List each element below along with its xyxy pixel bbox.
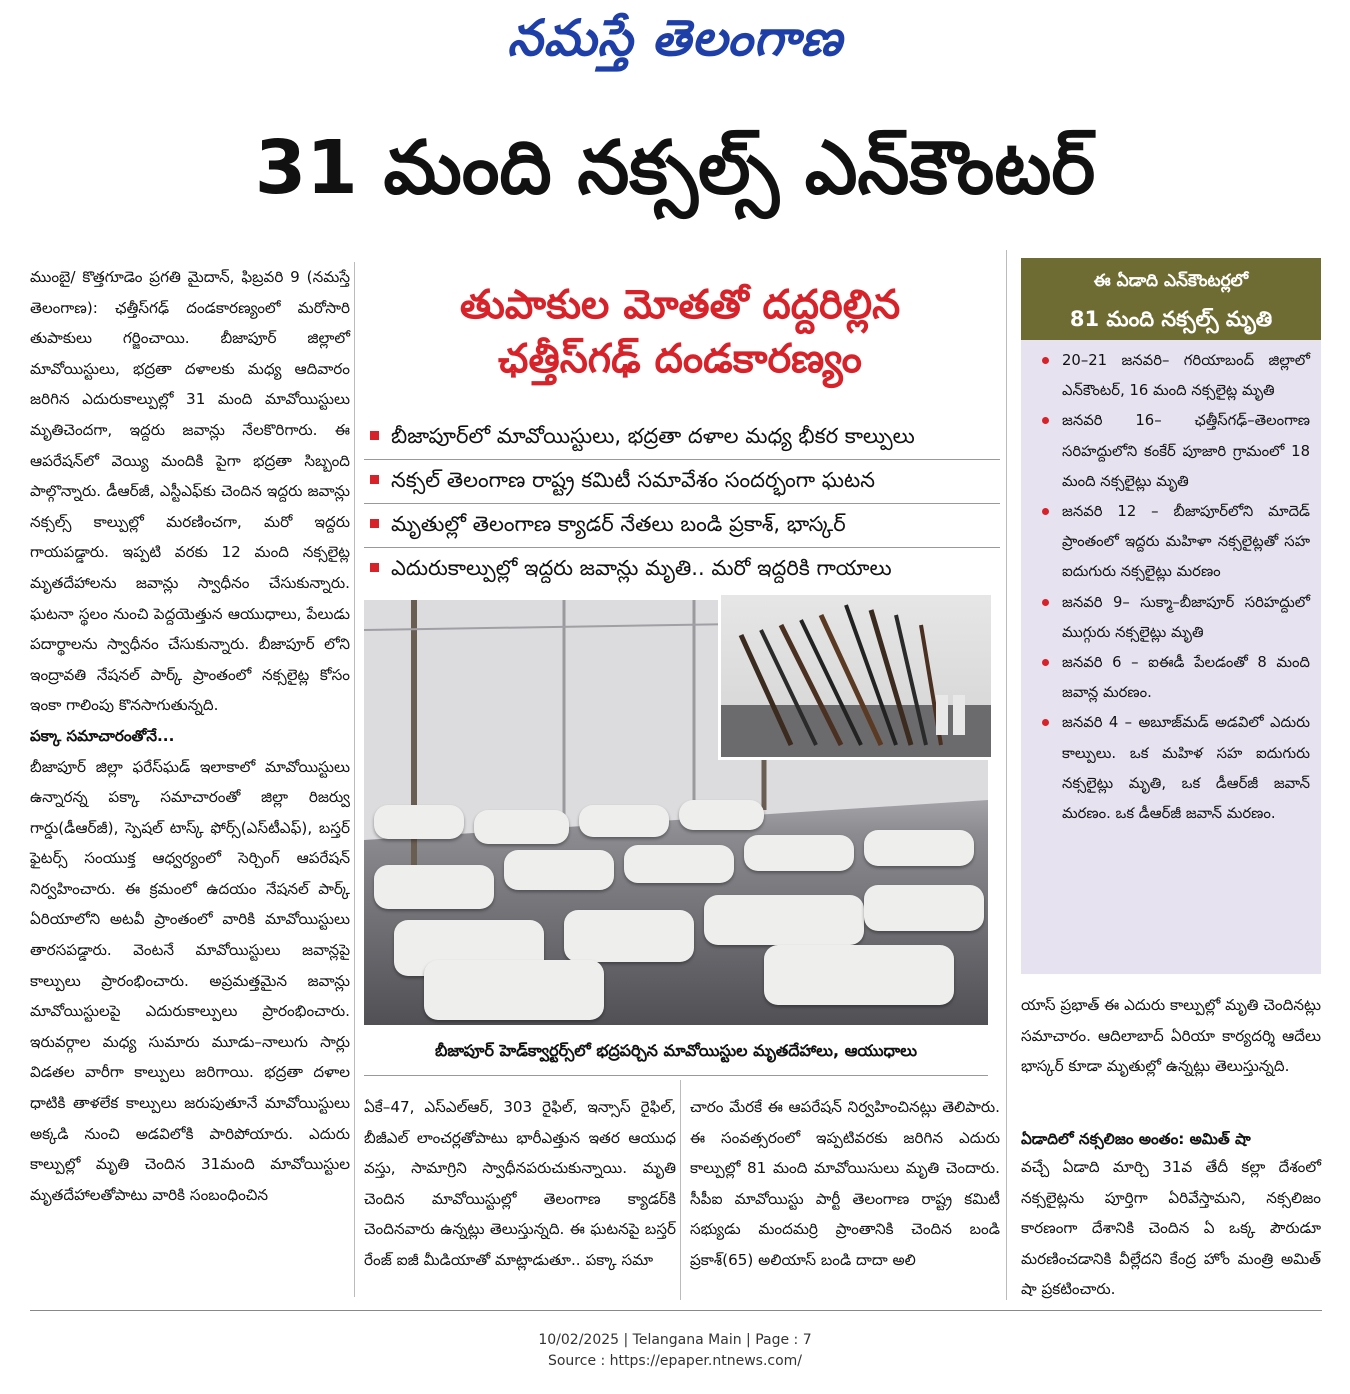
sub-headline [360,278,1000,386]
caption-divider [364,1075,988,1076]
highlight-bullet [364,502,1004,546]
article-column-4-top: యాస్ ప్రభాత్ ఈ ఎదురు కాల్పుల్లో మృతి చెందినట్లు సమాచారం. ఆదిలాబాద్ ఏరియా కార్యదర్శి ఆదేలు భాస్కర్ కూడా మృతుల్లో ఉన్నట్లు తెలుస్తున్నది. [1021,996,1321,1076]
sidebar-item-text: 20–21 జనవరి– గరియాబంద్ జిల్లాలో ఎన్‌కౌంటర్, 16 మంది నక్సలైట్ల మృతి [1062,352,1310,400]
highlight-bullet [364,414,1004,458]
bullet-dot-icon [1042,659,1049,666]
sidebar-item-text: జనవరి 6 – ఐఈడీ పేలడంతో 8 మంది జవాన్ల మరణం. [1062,654,1310,702]
sidebar-title-line-1: ఈ ఏడాది ఎన్‌కౌంటర్లలో [1093,271,1249,291]
bullet-dot-icon [1042,357,1049,364]
highlight-bullet [364,458,1004,502]
footer-divider [30,1310,1322,1311]
article-paragraph: బీజాపూర్ జిల్లా ఫరేస్‌ఘడ్ ఇలాకాలో మావోయిస్టులు ఉన్నారన్న పక్కా సమాచారంతో జిల్లా రిజర్వు గార్డు(డీఆర్‌జీ), స్పెషల్ టాస్క్ ఫోర్స్(ఎస్‌టీఎఫ్), బస్తర్ ఫైటర్స్ సంయుక్త ఆధ్వర్యంలో సెర్చింగ్ ఆపరేషన్ నిర్వహించారు. ఈ క్రమంలో ఉదయం నేషనల్ పార్క్ ఏరియాలోని అటవీ ప్రాంతంలో వారికి మావోయిస్టులు తారసపడ్డారు. వెంటనే మావోయిస్టులు జవాన్లపై కాల్పులు ప్రారంభించారు. అప్రమత్తమైన జవాన్లు మావోయిస్టులపై ఎదురుకాల్పులు ప్రారంభించారు. ఇరువర్గాల మధ్య సుమారు మూడు–నాలుగు సార్లు విడతల వారీగా కాల్పులు జరిగాయి. భద్రతా దళాల ధాటికి తాళలేక కాల్పులు జరుపుతూనే మావోయిస్టులు అక్కడి నుంచి అడవిలోకి పారిపోయారు. ఎదురు కాల్పుల్లో మృతి చెందిన 31మంది మావోయిస్టుల మృతదేహాలతోపాటు వారికి సంబంధించిన [30,757,350,1204]
article-column-2: ఏకే–47, ఎస్ఎల్ఆర్, 303 రైఫిల్, ఇన్సాస్ రైఫిల్, బీజీఎల్ లాంచర్లతోపాటు భారీఎత్తున ఇతర ఆయుధ వస్తు, సామాగ్రిని స్వాధీనపరుచుకున్నాయి. మృతి చెందిన మావోయిస్టుల్లో తెలంగాణ క్యాడర్‌కి చెందినవారు ఉన్నట్లు తెలుస్తున్నది. ఈ ఘటనపై బస్తర్ రేంజ్ ఐజీ మీడియాతో మాట్లాడుతూ.. పక్కా సమా [364,1098,676,1269]
source-link[interactable]: Source : https://epaper.ntnews.com/ [547,1353,803,1369]
bullet-square-icon [370,475,379,484]
article-column-4-bottom: వచ్చే ఏడాది మార్చి 31వ తేదీ కల్లా దేశంలో నక్సలైట్లను పూర్తిగా ఏరివేస్తామని, నక్సలిజం కారణంగా దేశానికి చెందిన ఏ ఒక్క పౌరుడూ మరణించడానికి వీల్లేదని కేంద్ర హోం మంత్రి అమిత్ షా ప్రకటించారు. [1021,1158,1321,1299]
article-column-3: చారం మేరకే ఈ ఆపరేషన్ నిర్వహించినట్లు తెలిపారు. ఈ సంవత్సరంలో ఇప్పటివరకు జరిగిన ఎదురు కాల్పుల్లో 81 మంది మావోయిసులు మృతి చెందారు. సీపీఐ మావోయిస్టు పార్టీ తెలంగాణ రాష్ట్ర కమిటీ సభ్యుడు మందమర్రి ప్రాంతానికి చెందిన బండి ప్రకాశ్(65) అలియాస్ బండి దాదా అలి [690,1098,1000,1269]
weapons-inset-photo [718,592,994,760]
column-divider [680,1080,681,1300]
sub-headline-line-1: తుపాకుల మోతతో దద్దరిల్లిన [459,282,901,328]
bullet-square-icon [370,519,379,528]
bullet-square-icon [370,431,379,440]
article-subhead: ఏడాదిలో నక్సలిజం అంతం: అమిత్ షా [1021,1130,1251,1148]
sidebar-item-text: జనవరి 4 – అబూజ్‌మడ్ అడవిలో ఎదురు కాల్పులు. ఒక మహిళ సహ ఐదుగురు నక్సలైట్లు మృతి, ఒక డీఆర్‌జీ జవాన్ మరణం. ఒక డీఆర్‌జీ జవాన్ మరణం. [1062,714,1310,823]
bullet-dot-icon [1042,719,1049,726]
main-headline: 31 మంది నక్సల్స్ ఎన్‌కౌంటర్ [254,125,1096,211]
bullet-text: నక్సల్ తెలంగాణ రాష్ట్ర కమిటీ సమావేశం సందర్భంగా ఘటన [391,468,875,492]
bullet-square-icon [370,563,379,572]
sub-headline-line-2: ఛత్తీస్‌గఢ్ దండకారణ్యం [498,336,862,382]
weapons-graphic [721,595,991,757]
bullet-dot-icon [1042,599,1049,606]
bullet-text: ఎదురుకాల్పుల్లో ఇద్దరు జవాన్లు మృతి.. మరో ఇద్దరికి గాయాలు [391,556,892,580]
highlight-bullet [364,546,1004,590]
bullet-dot-icon [1042,417,1049,424]
article-subhead: పక్కా సమాచారంతోనే... [30,726,175,745]
sidebar-title [1021,258,1321,340]
sidebar-list-item [1040,648,1310,708]
photo-caption: బీజాపూర్ హెడ్‌క్వార్టర్స్‌లో భద్రపర్చిన మావోయిస్టుల మృతదేహాలు, ఆయుధాలు [434,1041,917,1060]
sidebar-item-text: జనవరి 16– ఛత్తీస్‌గఢ్–తెలంగాణ సరిహద్దులోని కంకేర్ పూజారి గ్రామంలో 18 మంది నక్సలైట్లు మృతి [1062,412,1310,490]
column-divider [1006,250,1007,1300]
sidebar-list [1040,346,1310,829]
column-divider [354,262,355,1297]
article-column-1 [30,262,350,1210]
sidebar-item-text: జనవరి 9– సుక్మా–బీజాపూర్ సరిహద్దులో ముగ్గురు నక్సలైట్లు మృతి [1062,593,1310,641]
footer [0,1330,1350,1372]
bullet-text: మృతుల్లో తెలంగాణ క్యాడర్ నేతలు బండి ప్రకాశ్, భాస్కర్ [391,512,846,536]
newspaper-masthead: నమస్తే తెలంగాణ [507,8,843,67]
sidebar-item-text: జనవరి 12 – బీజాపూర్‌లోని మాదెడ్ ప్రాంతంలో ఇద్దరు మహిళా నక్సలైట్లతో సహ ఐదుగురు నక్సలైట్లు మరణం [1062,503,1310,581]
edition-info: 10/02/2025 | Telangana Main | Page : 7 [538,1332,812,1348]
article-paragraph: ముంబై/ కొత్తగూడెం ప్రగతి మైదాన్, ఫిబ్రవరి 9 (నమస్తే తెలంగాణ): ఛత్తీస్‌గఢ్ దండకారణ్యంలో మరోసారి తుపాకులు గర్జించాయి. బీజాపూర్ జిల్లాలో మావోయిస్టులు, భద్రతా దళాలకు మధ్య ఆదివారం జరిగిన ఎదురుకాల్పుల్లో 31 మంది మావోయిస్టులు మృతిచెందగా, ఇద్దరు జవాన్లు నేలకొరిగారు. ఈ ఆపరేషన్‌లో వెయ్యి మందికి పైగా భద్రతా సిబ్బంది పాల్గొన్నారు. డీఆర్‌జీ, ఎస్టీఎఫ్‌కు చెందిన ఇద్దరు జవాన్లు నక్సల్స్ కాల్పుల్లో మరణించగా, మరో ఇద్దరు గాయపడ్డారు. ఇప్పటి వరకు 12 మంది నక్సలైట్ల మృతదేహాలను జవాన్లు స్వాధీనం చేసుకున్నారు. ఘటనా స్థలం నుంచి పెద్దయెత్తున ఆయుధాలు, పేలుడు పదార్థాలను స్వాధీనం చేసుకున్నారు. బీజాపూర్ లోని ఇంద్రావతి నేషనల్ పార్క్ ప్రాంతంలో నక్సలైట్ల కోసం ఇంకా గాలింపు కొనసాగుతున్నది. [30,268,350,715]
sidebar-list-item [1040,497,1310,588]
sidebar-list-item [1040,708,1310,829]
sidebar-title-line-2: 81 మంది నక్సల్స్ మృతి [1069,307,1273,331]
sidebar-list-item [1040,588,1310,648]
sidebar-list-item [1040,406,1310,497]
sidebar-list-item [1040,346,1310,406]
bullet-text: బీజాపూర్‌లో మావోయిస్టులు, భద్రతా దళాల మధ్య భీకర కాల్పులు [391,424,915,448]
bullet-dot-icon [1042,508,1049,515]
